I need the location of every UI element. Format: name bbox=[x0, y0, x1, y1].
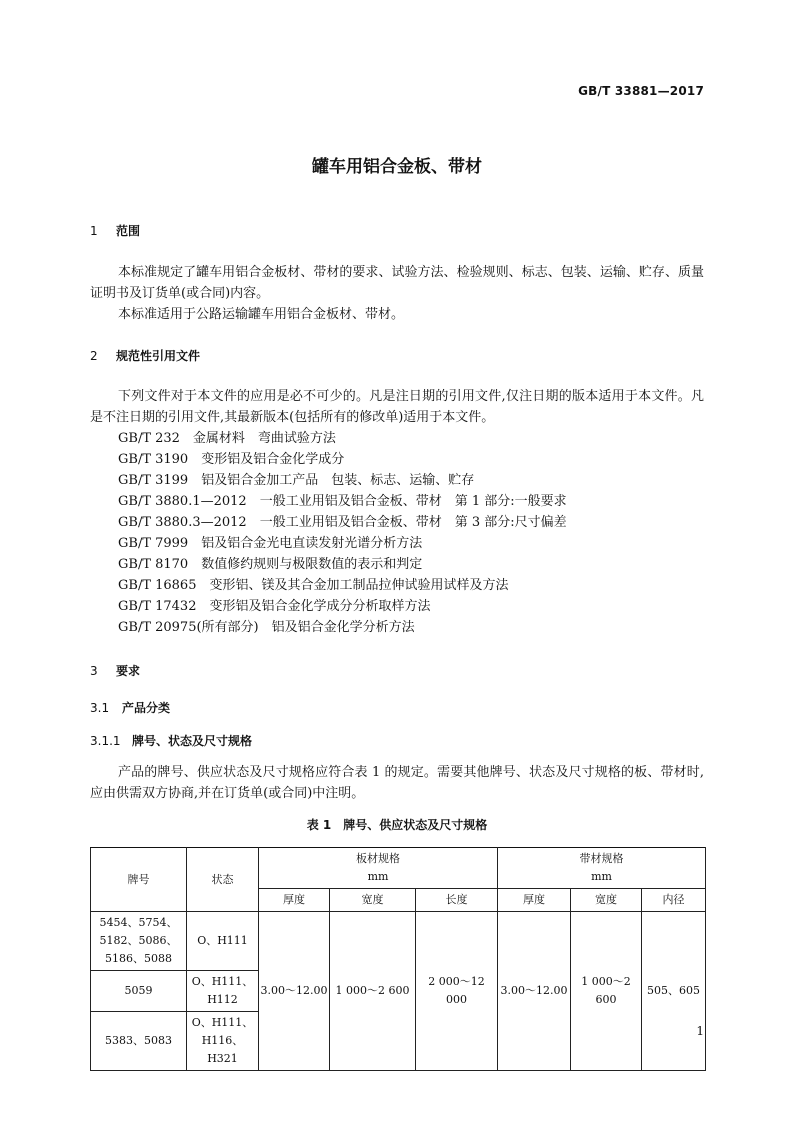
header-strip-inner-diameter: 内径 bbox=[642, 889, 706, 912]
header-strip-width: 宽度 bbox=[571, 889, 642, 912]
scope-paragraph-1: 本标准规定了罐车用铝合金板材、带材的要求、试验方法、检验规则、标志、包装、运输、贮存、质量证明书及订货单(或合同)内容。 bbox=[90, 265, 704, 301]
section-title: 要求 bbox=[116, 664, 141, 678]
section-title: 规范性引用文件 bbox=[116, 349, 201, 363]
reference-item: GB/T 20975(所有部分) 铝及铝合金化学分析方法 bbox=[118, 620, 415, 635]
cell-temper: O、H111、H112 bbox=[187, 971, 259, 1012]
reference-list bbox=[118, 428, 567, 638]
header-temper: 状态 bbox=[187, 848, 259, 912]
cell-temper: O、H111 bbox=[187, 912, 259, 971]
header-sheet-width: 宽度 bbox=[330, 889, 416, 912]
cell-grade: 5383、5083 bbox=[91, 1012, 187, 1071]
header-strip-unit: mm bbox=[591, 870, 612, 883]
section-number: 1 bbox=[90, 224, 98, 238]
section-number: 2 bbox=[90, 349, 98, 363]
references-intro: 下列文件对于本文件的应用是必不可少的。凡是注日期的引用文件,仅注日期的版本适用于本文件。凡是不注日期的引用文件,其最新版本(包括所有的修改单)适用于本文件。 bbox=[90, 389, 704, 425]
header-strip-thickness: 厚度 bbox=[498, 889, 571, 912]
header-sheet-unit: mm bbox=[367, 870, 389, 883]
reference-item: GB/T 3880.1—2012 一般工业用铝及铝合金板、带材 第 1 部分:一般要求 bbox=[118, 494, 567, 509]
section-number: 3.1.1 bbox=[90, 734, 121, 748]
reference-item: GB/T 232 金属材料 弯曲试验方法 bbox=[118, 431, 336, 446]
section-3-1-heading bbox=[90, 699, 170, 716]
header-sheet-spec bbox=[259, 848, 498, 889]
standard-code: GB/T 33881—2017 bbox=[578, 84, 704, 98]
reference-item: GB/T 7999 铝及铝合金光电直读发射光谱分析方法 bbox=[118, 536, 423, 551]
section-title: 产品分类 bbox=[122, 701, 171, 715]
section-number: 3.1 bbox=[90, 701, 110, 715]
header-strip-spec-label: 带材规格 bbox=[579, 852, 624, 865]
section-1-heading bbox=[90, 222, 140, 239]
section-3-1-1-heading bbox=[90, 732, 252, 749]
cell-sheet-thickness: 3.00～12.00 bbox=[259, 912, 330, 1071]
reference-item: GB/T 17432 变形铝及铝合金化学成分分析取样方法 bbox=[118, 599, 431, 614]
section-title: 范围 bbox=[116, 224, 141, 238]
page-number: 1 bbox=[696, 1024, 704, 1038]
cell-grade: 5454、5754、5182、5086、5186、5088 bbox=[91, 912, 187, 971]
cell-strip-inner-diameter: 505、605 bbox=[642, 912, 706, 1071]
scope-paragraph-2: 本标准适用于公路运输罐车用铝合金板材、带材。 bbox=[118, 307, 405, 322]
requirements-paragraph: 产品的牌号、供应状态及尺寸规格应符合表 1 的规定。需要其他牌号、状态及尺寸规格的板、带材时,应由供需双方协商,并在订货单(或合同)中注明。 bbox=[90, 765, 704, 801]
cell-sheet-width: 1 000～2 600 bbox=[330, 912, 416, 1071]
cell-temper: O、H111、H116、H321 bbox=[187, 1012, 259, 1071]
document-title: 罐车用铝合金板、带材 bbox=[312, 157, 482, 177]
cell-strip-width: 1 000～2 600 bbox=[571, 912, 642, 1071]
reference-item: GB/T 3199 铝及铝合金加工产品 包装、标志、运输、贮存 bbox=[118, 473, 475, 488]
table-caption: 表 1 牌号、供应状态及尺寸规格 bbox=[306, 818, 488, 832]
section-title: 牌号、状态及尺寸规格 bbox=[132, 734, 253, 748]
cell-sheet-length: 2 000～12 000 bbox=[416, 912, 498, 1071]
table-row bbox=[91, 912, 706, 971]
header-grade: 牌号 bbox=[91, 848, 187, 912]
section-2-heading bbox=[90, 347, 200, 364]
reference-item: GB/T 3880.3—2012 一般工业用铝及铝合金板、带材 第 3 部分:尺寸偏差 bbox=[118, 515, 567, 530]
cell-grade: 5059 bbox=[91, 971, 187, 1012]
reference-item: GB/T 16865 变形铝、镁及其合金加工制品拉伸试验用试样及方法 bbox=[118, 578, 509, 593]
reference-item: GB/T 8170 数值修约规则与极限数值的表示和判定 bbox=[118, 557, 423, 572]
spec-table bbox=[90, 847, 706, 1071]
header-sheet-length: 长度 bbox=[416, 889, 498, 912]
section-3-heading bbox=[90, 662, 140, 679]
header-strip-spec bbox=[498, 848, 706, 889]
section-number: 3 bbox=[90, 664, 98, 678]
reference-item: GB/T 3190 变形铝及铝合金化学成分 bbox=[118, 452, 345, 467]
cell-strip-thickness: 3.00～12.00 bbox=[498, 912, 571, 1071]
header-sheet-spec-label: 板材规格 bbox=[356, 852, 401, 865]
header-sheet-thickness: 厚度 bbox=[259, 889, 330, 912]
